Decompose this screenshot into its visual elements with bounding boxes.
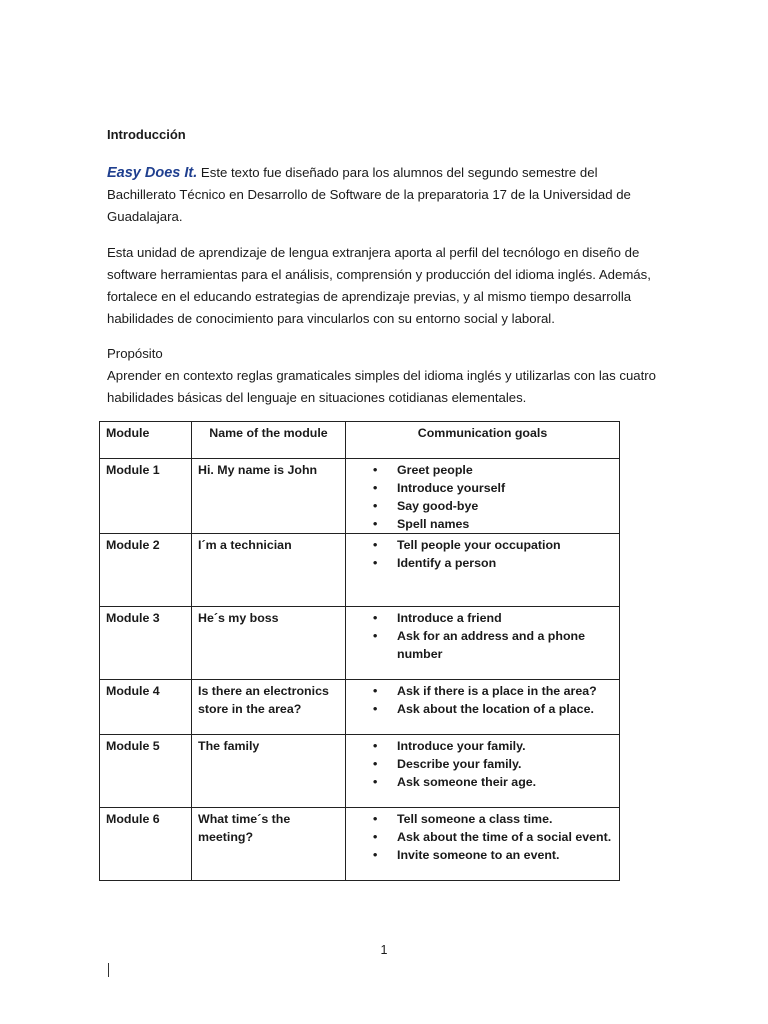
table-row bbox=[100, 680, 620, 735]
header-module: Module bbox=[100, 422, 192, 459]
text-cursor[interactable] bbox=[108, 963, 109, 977]
purpose-title: Propósito bbox=[107, 346, 163, 361]
goal-item: • Ask about the time of a social event. bbox=[352, 828, 613, 846]
module-name-cell: Hi. My name is John bbox=[192, 459, 346, 534]
goal-item: • Introduce a friend bbox=[352, 609, 613, 627]
goals-cell bbox=[346, 808, 620, 881]
table-row bbox=[100, 808, 620, 881]
goal-item: • Invite someone to an event. bbox=[352, 846, 613, 864]
table-row bbox=[100, 459, 620, 534]
module-cell: Module 4 bbox=[100, 680, 192, 735]
goal-item: • Identify a person bbox=[352, 554, 613, 572]
goals-cell bbox=[346, 534, 620, 607]
brand-title: Easy Does It. bbox=[107, 165, 198, 181]
module-name-cell: What time´s the meeting? bbox=[192, 808, 346, 881]
modules-table bbox=[99, 421, 620, 881]
goal-item: • Introduce yourself bbox=[352, 479, 613, 497]
goals-cell bbox=[346, 735, 620, 808]
module-cell: Module 3 bbox=[100, 607, 192, 680]
goals-list bbox=[352, 682, 613, 718]
intro-paragraph-1 bbox=[107, 162, 667, 228]
purpose-text: Aprender en contexto reglas gramaticales simples del idioma inglés y utilizarlas con las cuatro habilidades básicas del lenguaje en situaciones cotidianas elementales. bbox=[107, 368, 657, 405]
header-goals: Communication goals bbox=[346, 422, 620, 459]
module-name-cell: I´m a technician bbox=[192, 534, 346, 607]
goals-cell bbox=[346, 607, 620, 680]
goals-list bbox=[352, 461, 613, 533]
goals-list bbox=[352, 536, 613, 572]
module-cell: Module 6 bbox=[100, 808, 192, 881]
intro-paragraph-2: Esta unidad de aprendizaje de lengua extranjera aporta al perfil del tecnólogo en diseño de software herramientas para el análisis, comprensión y producción del idioma inglés. Además, fortalece en el educando estrategias de aprendizaje previas, y al mismo tiempo desarrolla habilidades de conocimiento para vincularlos con su entorno social y laboral. bbox=[107, 245, 651, 326]
module-cell: Module 5 bbox=[100, 735, 192, 808]
goals-list bbox=[352, 609, 613, 663]
goal-item: • Spell names bbox=[352, 515, 613, 533]
goal-item: • Greet people bbox=[352, 461, 613, 479]
goal-item: • Ask for an address and a phone number bbox=[352, 627, 613, 663]
goal-item: • Describe your family. bbox=[352, 755, 613, 773]
goals-list bbox=[352, 810, 613, 864]
goals-list bbox=[352, 737, 613, 791]
header-name: Name of the module bbox=[192, 422, 346, 459]
module-cell: Module 1 bbox=[100, 459, 192, 534]
table-row bbox=[100, 607, 620, 680]
table-row bbox=[100, 735, 620, 808]
goal-item: • Tell someone a class time. bbox=[352, 810, 613, 828]
goal-item: • Say good-bye bbox=[352, 497, 613, 515]
module-name-cell: The family bbox=[192, 735, 346, 808]
goals-cell bbox=[346, 459, 620, 534]
table-header-row bbox=[100, 422, 620, 459]
goal-item: • Introduce your family. bbox=[352, 737, 613, 755]
intro-heading: Introducción bbox=[107, 127, 186, 142]
module-cell: Module 2 bbox=[100, 534, 192, 607]
goals-cell bbox=[346, 680, 620, 735]
goal-item: • Ask about the location of a place. bbox=[352, 700, 613, 718]
goal-item: • Ask if there is a place in the area? bbox=[352, 682, 613, 700]
intro-paragraph-1-text: Este texto fue diseñado para los alumnos del segundo semestre del Bachillerato Técnico en Desarrollo de Software de la preparatoria 17 de la Universidad de Guadalajara. bbox=[107, 165, 631, 224]
goal-item: • Tell people your occupation bbox=[352, 536, 613, 554]
module-name-cell: He´s my boss bbox=[192, 607, 346, 680]
goal-item: • Ask someone their age. bbox=[352, 773, 613, 791]
module-name-cell: Is there an electronics store in the area? bbox=[192, 680, 346, 735]
page-number: 1 bbox=[380, 943, 388, 957]
table-row bbox=[100, 534, 620, 607]
